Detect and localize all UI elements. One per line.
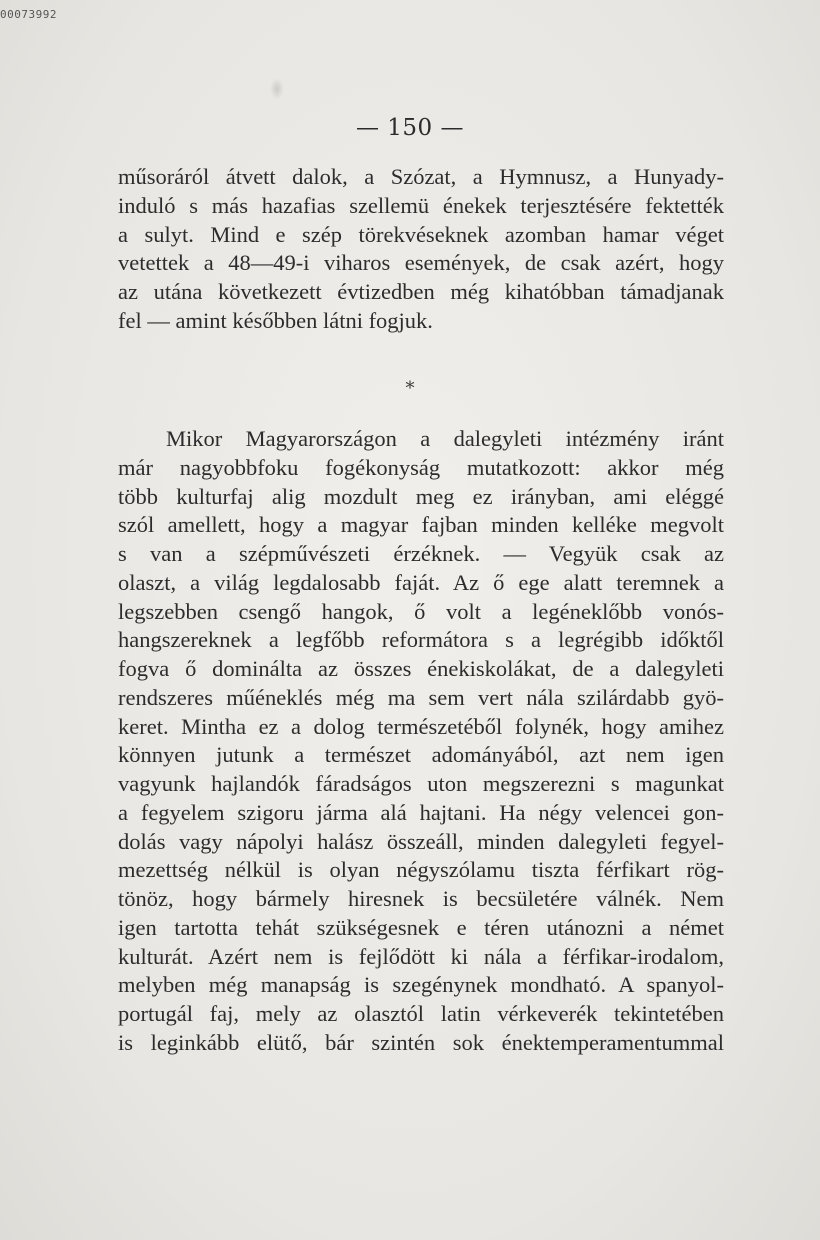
text-line: több kulturfaj alig mozdult meg ez irányban, ami eléggé	[118, 483, 724, 509]
text-line: mezettség nélkül is olyan négyszólamu tiszta férfikart rög-	[118, 857, 724, 883]
scan-speck	[270, 78, 284, 100]
text-line: induló s más hazafias szellemü énekek terjesztésére fektették	[118, 192, 724, 218]
text-line: kulturát. Azért nem is fejlődött ki nála a férfikar-irodalom,	[118, 943, 724, 969]
text-line: legszebben csengő hangok, ő volt a legéneklőbb vonós-	[118, 598, 724, 624]
page-number: — 150 —	[355, 115, 465, 141]
text-line: a sulyt. Mind e szép törekvéseknek azomban hamar véget	[118, 221, 724, 247]
text-line: igen tartotta tehát szükségesnek e téren utánozni a német	[118, 914, 724, 940]
text-line: vetettek a 48—49-i viharos események, de csak azért, hogy	[118, 250, 724, 276]
text-line: könnyen jutunk a természet adományából, azt nem igen	[118, 742, 724, 768]
paragraph-1	[118, 163, 724, 336]
text-line: vagyunk hajlandók fáradságos uton megszerezni s magunkat	[118, 771, 724, 796]
text-line: műsoráról átvett dalok, a Szózat, a Hymnusz, a Hunyady-	[118, 164, 724, 189]
text-line: az utána következett évtizedben még kihatóbban támadjanak	[118, 279, 724, 304]
text-line: fogva ő dominálta az összes énekiskolákat, de a dalegyleti	[118, 656, 724, 681]
text-line: fel — amint későbben látni fogjuk.	[118, 307, 433, 333]
text-line: a fegyelem szigoru járma alá hajtani. Ha négy velencei gon-	[118, 799, 724, 825]
scan-id-label: 00073992	[0, 8, 57, 21]
text-line: olaszt, a világ legdalosabb faját. Az ő ege alatt teremnek a	[118, 569, 724, 595]
text-line: hangszereknek a legfőbb reformátora s a legrégibb időktől	[118, 627, 724, 653]
text-line: már nagyobbfoku fogékonyság mutatkozott: akkor még	[118, 454, 724, 480]
text-line: portugál faj, mely az olasztól latin vérkeverék tekintetében	[118, 1001, 724, 1026]
text-line: rendszeres műéneklés még ma sem vert nála szilárdabb gyö-	[118, 684, 724, 710]
section-separator: *	[405, 378, 415, 399]
text-line: melyben még manapság is szegénynek mondható. A spanyol-	[118, 972, 724, 998]
paragraph-2	[118, 425, 724, 1058]
text-line: tönöz, hogy bármely hiresnek is becsületére válnék. Nem	[118, 886, 724, 911]
text-line: szól amellett, hogy a magyar fajban minden kelléke megvolt	[118, 512, 724, 538]
text-line: is leginkább elütő, bár szintén sok énektemperamentummal	[118, 1029, 724, 1055]
text-line: Mikor Magyarországon a dalegyleti intézmény iránt	[166, 426, 724, 451]
text-line: dolás vagy nápolyi halász összeáll, minden dalegyleti fegyel-	[118, 828, 724, 854]
text-line: keret. Mintha ez a dolog természetéből folynék, hogy amihez	[118, 713, 724, 739]
text-line: s van a szépművészeti érzéknek. — Vegyük csak az	[118, 541, 724, 566]
